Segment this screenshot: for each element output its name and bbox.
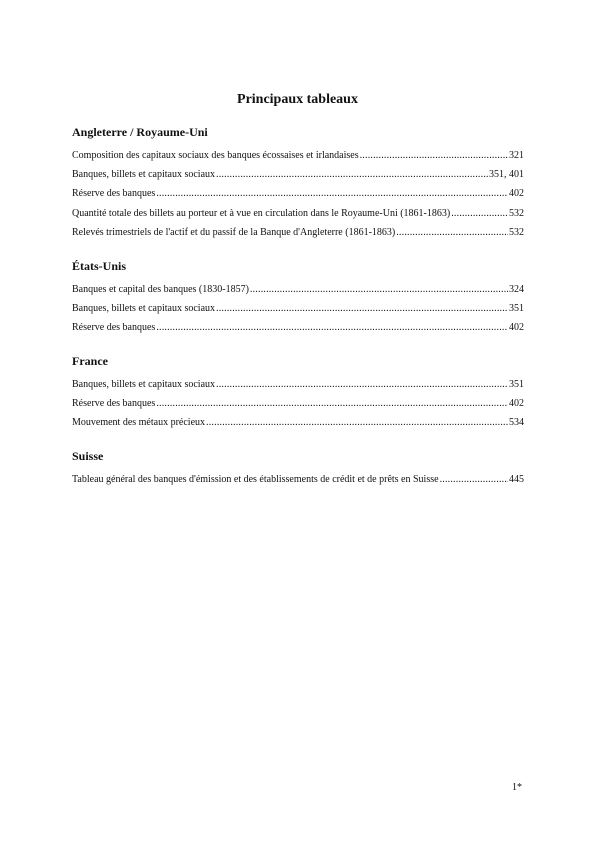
entry-page-number: 534 bbox=[509, 417, 524, 429]
entry-title: Relevés trimestriels de l'actif et du passif de la Banque d'Angleterre (1861-1863) bbox=[72, 226, 396, 238]
dot-leader bbox=[360, 149, 508, 162]
footer-page-number: 1* bbox=[512, 782, 522, 793]
page-title: Principaux tableaux bbox=[237, 92, 358, 107]
dot-leader bbox=[250, 283, 508, 296]
dot-leader bbox=[156, 321, 508, 334]
section-suisse bbox=[72, 448, 524, 492]
dot-leader bbox=[216, 378, 508, 391]
entry-title: Réserve des banques bbox=[72, 322, 156, 334]
toc-entry[interactable] bbox=[72, 321, 524, 334]
entry-title: Banques, billets et capitaux sociaux bbox=[72, 169, 216, 181]
section-france bbox=[72, 353, 524, 436]
section-heading: Suisse bbox=[72, 449, 104, 463]
toc-entry[interactable] bbox=[72, 149, 524, 162]
dot-leader bbox=[206, 416, 508, 429]
dot-leader bbox=[216, 302, 508, 315]
section-heading: France bbox=[72, 354, 108, 368]
entry-page-number: 351 bbox=[509, 379, 524, 390]
dot-leader bbox=[451, 207, 508, 220]
toc-entry[interactable] bbox=[72, 283, 524, 296]
toc-entry[interactable] bbox=[72, 187, 524, 200]
toc-entry[interactable] bbox=[72, 473, 524, 486]
toc-entry[interactable] bbox=[72, 397, 524, 410]
entry-page-number: 351 bbox=[509, 303, 524, 315]
entry-page-number: 532 bbox=[509, 226, 524, 238]
section-heading: États-Unis bbox=[72, 259, 127, 273]
dot-leader bbox=[156, 187, 508, 200]
entry-title: Banques et capital des banques (1830-1857) bbox=[72, 284, 249, 295]
toc-entry[interactable] bbox=[72, 378, 524, 391]
dot-leader bbox=[440, 473, 508, 486]
section-heading: Angleterre / Royaume-Uni bbox=[72, 125, 208, 139]
toc-entry[interactable] bbox=[72, 226, 524, 239]
toc-entry[interactable] bbox=[72, 302, 524, 315]
entry-page-number: 445 bbox=[509, 474, 524, 485]
entry-page-number: 324 bbox=[509, 284, 524, 295]
entry-title: Banques, billets et capitaux sociaux bbox=[72, 303, 216, 315]
entry-title: Quantité totale des billets au porteur et à vue en circulation dans le Royaume-Uni (1861-1863) bbox=[72, 207, 451, 219]
entry-page-number: 321 bbox=[509, 150, 524, 161]
entry-page-number: 402 bbox=[509, 188, 524, 200]
entry-title: Tableau général des banques d'émission et des établissements de crédit et de prêts en Suisse bbox=[72, 474, 439, 485]
dot-leader bbox=[216, 168, 488, 181]
entry-page-number: 351, 401 bbox=[489, 169, 524, 181]
entry-title: Composition des capitaux sociaux des banques écossaises et irlandaises bbox=[72, 150, 359, 161]
entry-page-number: 532 bbox=[509, 207, 524, 219]
section-etats-unis bbox=[72, 258, 524, 341]
entry-page-number: 402 bbox=[509, 398, 524, 410]
toc-entry[interactable] bbox=[72, 168, 524, 181]
entry-title: Mouvement des métaux précieux bbox=[72, 417, 206, 429]
entry-title: Réserve des banques bbox=[72, 188, 156, 200]
toc-entry[interactable] bbox=[72, 416, 524, 429]
toc-entry[interactable] bbox=[72, 207, 524, 220]
dot-leader bbox=[156, 397, 508, 410]
entry-title: Banques, billets et capitaux sociaux bbox=[72, 379, 216, 390]
section-angleterre bbox=[72, 124, 524, 245]
dot-leader bbox=[396, 226, 508, 239]
entry-title: Réserve des banques bbox=[72, 398, 156, 410]
entry-page-number: 402 bbox=[509, 322, 524, 334]
